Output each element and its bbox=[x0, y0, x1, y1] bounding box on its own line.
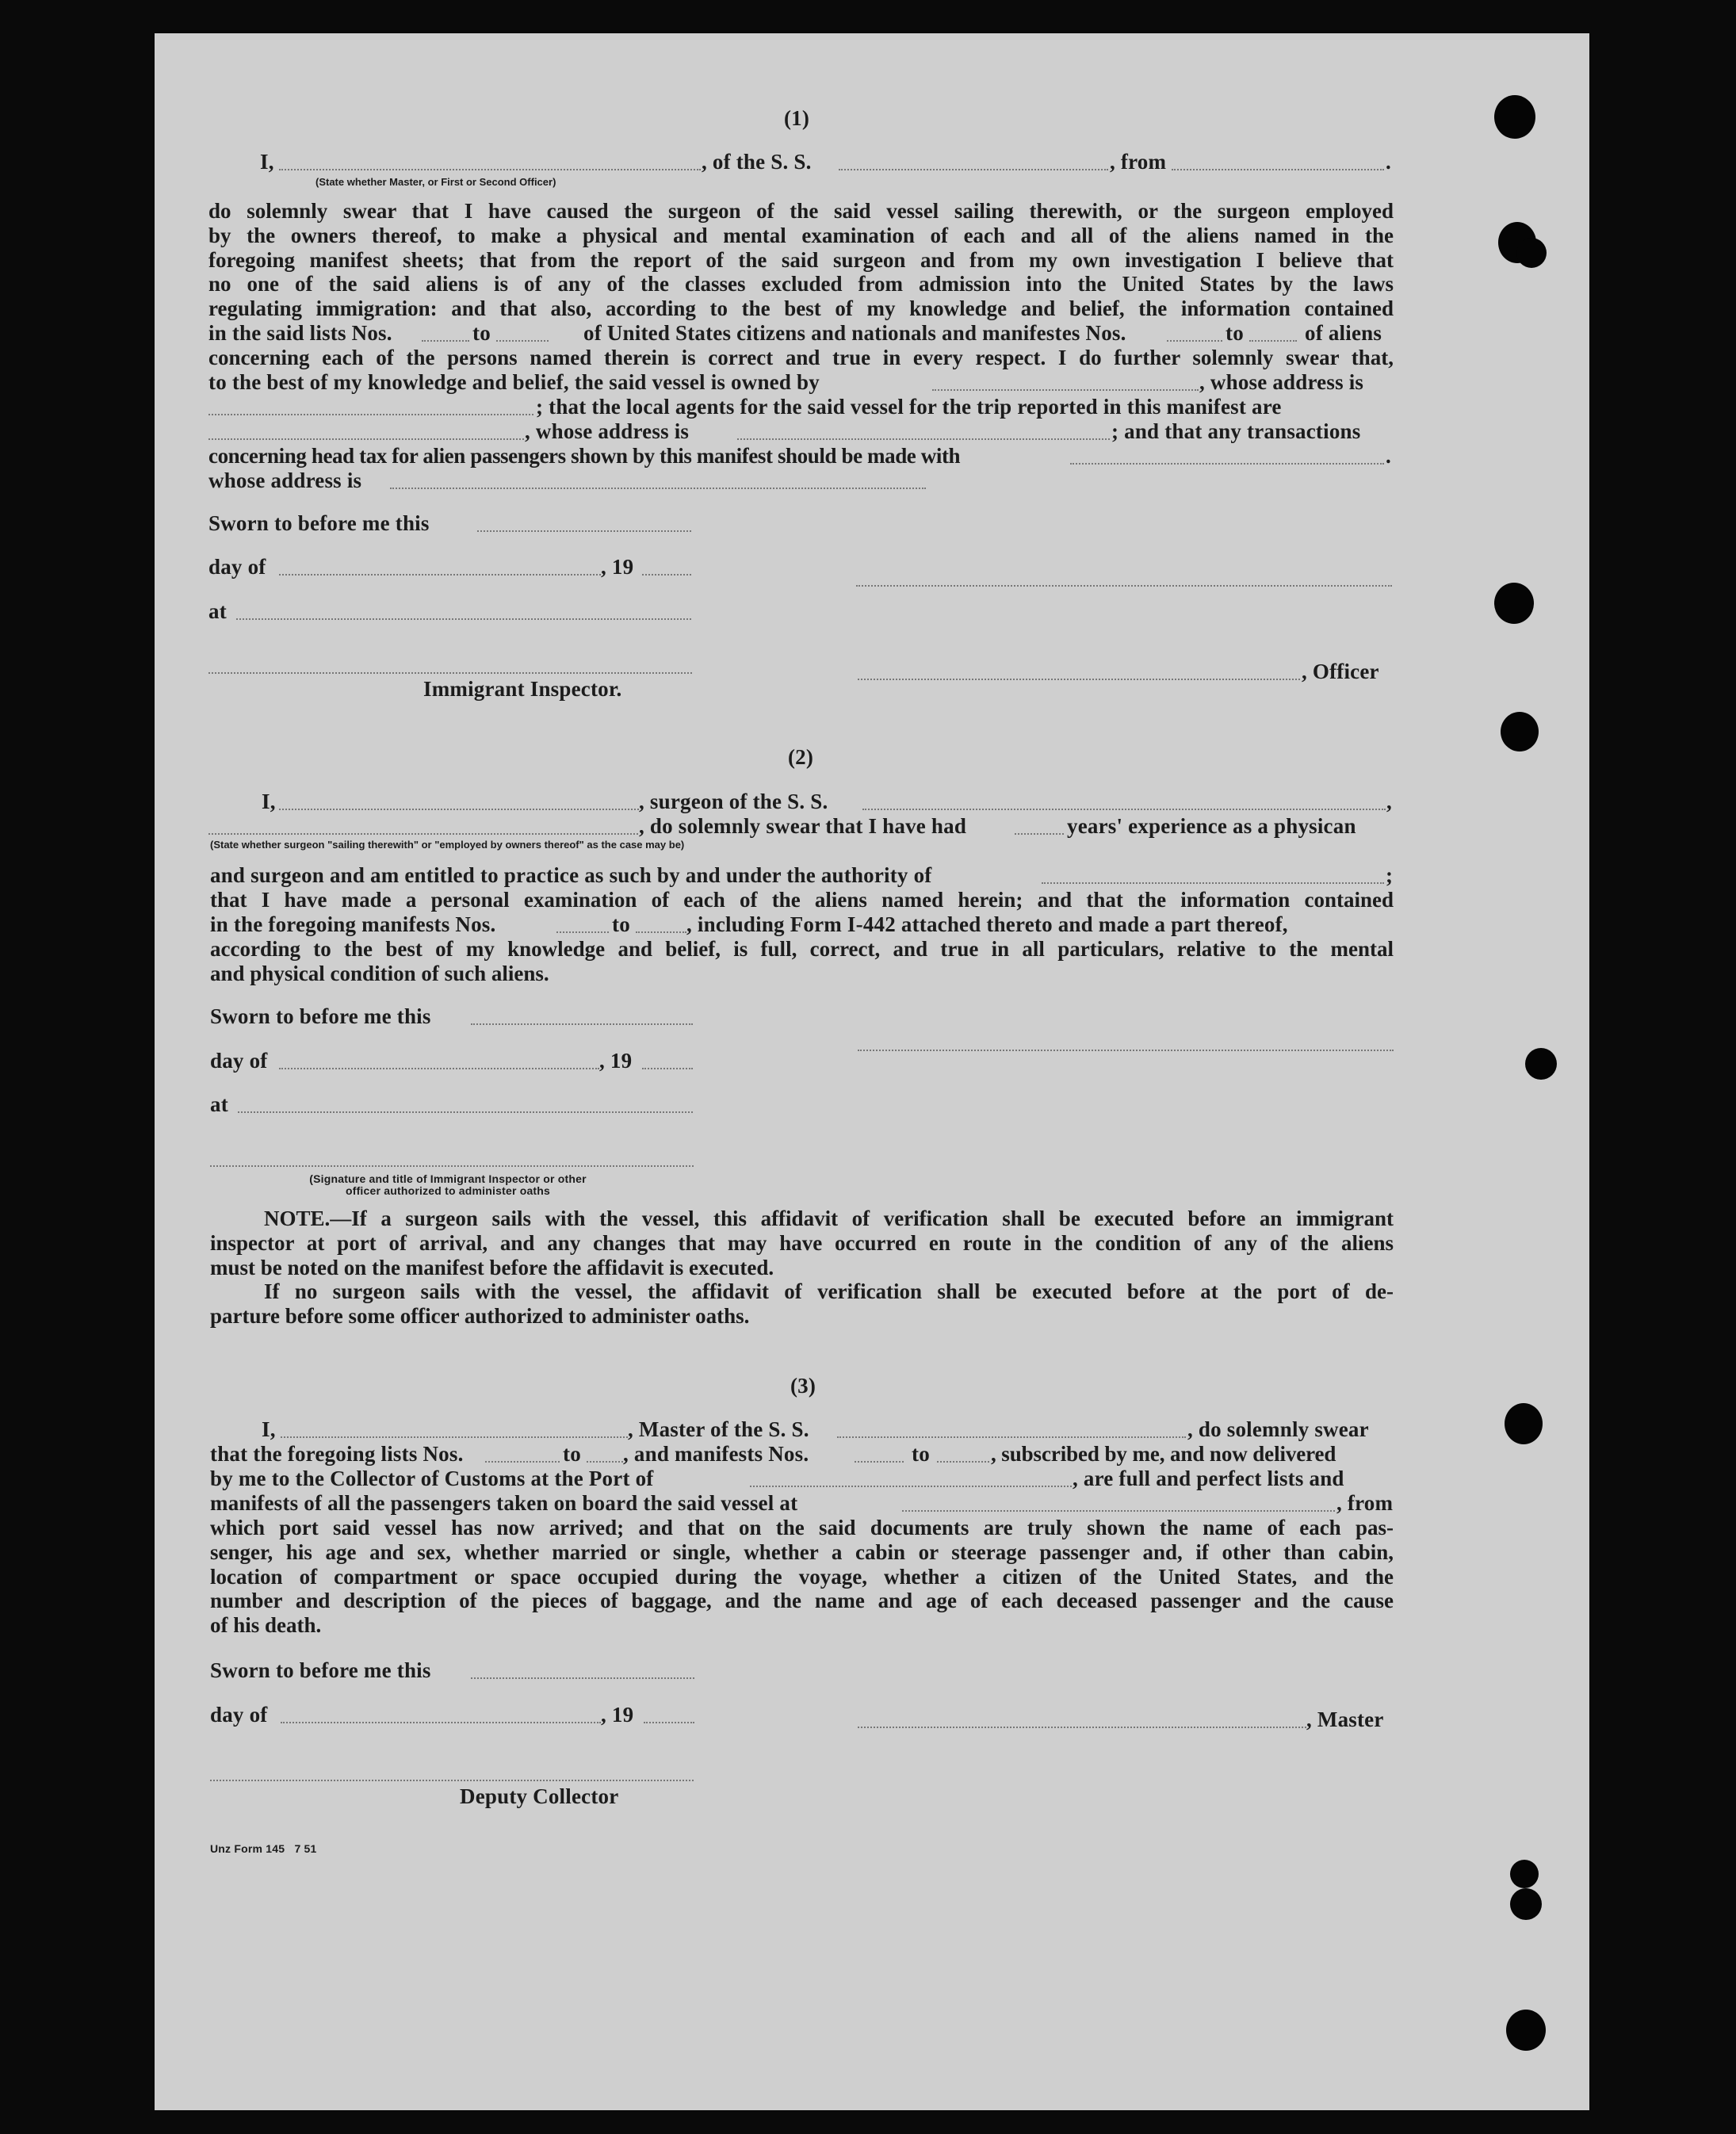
head-tax-address-field[interactable] bbox=[390, 488, 926, 489]
sworn-day-field[interactable] bbox=[477, 530, 691, 532]
authority-label: and surgeon and am entitled to practice as such by and under the authority of bbox=[210, 863, 932, 887]
master-of-label: , Master of the S. S. bbox=[628, 1417, 809, 1441]
sec3-i: I, bbox=[262, 1417, 276, 1441]
place-field[interactable] bbox=[236, 618, 691, 620]
officer-rank-note: (State whether Master, or First or Second Officer) bbox=[315, 176, 556, 188]
to-label: to bbox=[472, 321, 491, 345]
deputy-signature-line[interactable] bbox=[210, 1780, 694, 1781]
local-agents-label: ; that the local agents for the said vessel for the trip reported in this manifest are bbox=[536, 395, 1282, 419]
from-port-field[interactable] bbox=[1172, 169, 1384, 170]
surgeon-of-label: , surgeon of the S. S. bbox=[639, 790, 828, 813]
manifests-from-field[interactable] bbox=[556, 931, 609, 933]
year-label: , 19 bbox=[601, 555, 634, 579]
authority-field[interactable] bbox=[1042, 882, 1384, 884]
month-field[interactable] bbox=[279, 574, 601, 576]
sec1-vessel-label: , of the S. S. bbox=[702, 150, 812, 174]
lists-nos-label: that the foregoing lists Nos. bbox=[210, 1442, 464, 1466]
at-label: at bbox=[210, 1092, 228, 1116]
surgeon-type-note: (State whether surgeon "sailing therewith" or "employed by owners thereof" as the case may be) bbox=[210, 839, 685, 851]
note-line: must be noted on the manifest before the affidavit is executed. bbox=[210, 1255, 774, 1279]
oath-line: by the owners thereof, to make a physical and mental examination of each and all of the aliens named in the bbox=[208, 223, 1394, 247]
year-field[interactable] bbox=[642, 574, 691, 576]
oath-line: number and description of the pieces of baggage, and the name and age of each deceased passenger and the cause bbox=[210, 1589, 1394, 1613]
section-1-number: (1) bbox=[783, 106, 810, 130]
sworn-label: Sworn to before me this bbox=[210, 1658, 431, 1682]
year-field[interactable] bbox=[644, 1722, 694, 1723]
manifests-nos-label: of United States citizens and nationals and manifestes Nos. bbox=[583, 321, 1126, 345]
punch-hole bbox=[1510, 1860, 1539, 1888]
to-label: to bbox=[563, 1442, 581, 1466]
master-name-field[interactable] bbox=[281, 1436, 628, 1438]
sec1-i: I, bbox=[260, 150, 274, 174]
signature-line[interactable] bbox=[856, 585, 1392, 587]
punch-hole bbox=[1510, 1888, 1542, 1920]
sec1-from-label: , from bbox=[1110, 150, 1167, 174]
year-field[interactable] bbox=[642, 1068, 693, 1069]
year-label: , 19 bbox=[599, 1049, 633, 1073]
sworn-day-field[interactable] bbox=[471, 1677, 694, 1679]
manifests-to-field[interactable] bbox=[1249, 340, 1297, 342]
note-line: NOTE.—If a surgeon sails with the vessel, this affidavit of verification shall be executed before an immigrant bbox=[264, 1207, 1394, 1230]
at-label: at bbox=[208, 599, 227, 623]
owner-field[interactable] bbox=[932, 389, 1199, 391]
port-field[interactable] bbox=[750, 1486, 1072, 1487]
sec2-para-end bbox=[210, 937, 1394, 986]
taken-on-board-label: manifests of all the passengers taken on board the said vessel at bbox=[210, 1491, 798, 1515]
manifests-to-field[interactable] bbox=[636, 931, 686, 933]
month-field[interactable] bbox=[281, 1722, 601, 1723]
oath-line: which port said vessel has now arrived; and that on the said documents are truly shown the name of each pas- bbox=[210, 1516, 1394, 1539]
note-paragraph bbox=[210, 1207, 1394, 1329]
place-field[interactable] bbox=[238, 1111, 693, 1113]
to-label: to bbox=[1226, 321, 1244, 345]
day-of-label: day of bbox=[210, 1703, 268, 1727]
vessel-name-field[interactable] bbox=[862, 809, 1386, 810]
manifests-to-field[interactable] bbox=[937, 1461, 989, 1463]
punch-hole bbox=[1494, 583, 1534, 624]
whose-address-label: , whose address is bbox=[1199, 370, 1364, 394]
whose-address-label: whose address is bbox=[208, 468, 362, 492]
swear-label: , do solemnly swear that I have had bbox=[639, 814, 967, 838]
form-number: Unz Form 145 7 51 bbox=[210, 1842, 317, 1855]
vessel-name-field[interactable] bbox=[837, 1436, 1186, 1438]
punch-hole bbox=[1494, 95, 1535, 139]
agents-address-field[interactable] bbox=[737, 438, 1110, 440]
punch-hole bbox=[1516, 238, 1547, 268]
sec1-line8 bbox=[208, 346, 1394, 370]
years-field[interactable] bbox=[1015, 833, 1064, 835]
lists-to-field[interactable] bbox=[587, 1461, 623, 1463]
oath-line: of his death. bbox=[210, 1613, 322, 1638]
lists-to-field[interactable] bbox=[496, 340, 549, 342]
day-of-label: day of bbox=[210, 1049, 268, 1073]
oath-line: senger, his age and sex, whether married or single, whether a cabin or steerage passenger and, if other than cabin, bbox=[210, 1539, 1394, 1564]
deputy-collector-label: Deputy Collector bbox=[460, 1784, 619, 1808]
oath-line: no one of the said aliens is of any of the classes excluded from admission into the United States by the laws bbox=[208, 272, 1394, 296]
owner-address-field[interactable] bbox=[208, 414, 533, 415]
oath-line: do solemnly swear that I have caused the surgeon of the said vessel sailing therewith, or the surgeon employed bbox=[208, 199, 1394, 223]
manifests-nos-label: , and manifests Nos. bbox=[623, 1442, 809, 1466]
punch-hole bbox=[1501, 712, 1539, 751]
officer-label: , Officer bbox=[1302, 660, 1379, 683]
month-field[interactable] bbox=[279, 1068, 599, 1069]
whose-address-label: , whose address is bbox=[525, 419, 690, 443]
section-3-number: (3) bbox=[790, 1374, 816, 1398]
signature-note: officer authorized to administer oaths bbox=[345, 1184, 551, 1197]
manifests-from-field[interactable] bbox=[855, 1461, 904, 1463]
punch-hole bbox=[1525, 1048, 1557, 1080]
surgeon-name-field[interactable] bbox=[279, 809, 639, 810]
note-line: If no surgeon sails with the vessel, the affidavit of verification shall be executed before at the port of de- bbox=[264, 1279, 1394, 1304]
officer-signature-line[interactable] bbox=[858, 679, 1300, 680]
year-label: , 19 bbox=[601, 1703, 634, 1727]
agents-field[interactable] bbox=[208, 438, 524, 440]
note-line: inspector at port of arrival, and any changes that may have occurred en route in the condition of any of the aliens bbox=[210, 1230, 1394, 1255]
delivered-label: , subscribed by me, and now delivered bbox=[991, 1442, 1336, 1466]
sec1-oath-paragraph bbox=[208, 199, 1394, 321]
master-signature-line[interactable] bbox=[858, 1727, 1306, 1728]
sworn-day-field[interactable] bbox=[471, 1023, 693, 1025]
to-label: to bbox=[912, 1442, 930, 1466]
sec3-paragraph bbox=[210, 1516, 1394, 1638]
comma: , bbox=[1386, 790, 1392, 813]
oath-line: concerning each of the persons named therein is correct and true in every respect. I do further solemnly swear that, bbox=[208, 346, 1394, 369]
manifests-from-field[interactable] bbox=[1167, 340, 1222, 342]
from-label: , from bbox=[1336, 1491, 1394, 1515]
semicolon: ; bbox=[1386, 863, 1394, 887]
solemnly-swear-label: , do solemnly swear bbox=[1187, 1417, 1369, 1441]
officer-rank-field[interactable] bbox=[279, 169, 701, 170]
experience-label: years' experience as a physican bbox=[1067, 814, 1356, 838]
oath-line: location of compartment or space occupied during the voyage, whether a citizen of the United States, and the bbox=[210, 1564, 1394, 1589]
transactions-label: ; and that any transactions bbox=[1111, 419, 1361, 443]
sec2-i: I, bbox=[262, 790, 276, 813]
owned-by-label: to the best of my knowledge and belief, the said vessel is owned by bbox=[208, 370, 820, 394]
vessel-name-field[interactable] bbox=[839, 169, 1108, 170]
day-of-label: day of bbox=[208, 555, 266, 579]
lists-from-field[interactable] bbox=[422, 340, 469, 342]
inspector-signature-line[interactable] bbox=[210, 1165, 694, 1167]
lists-nos-label: in the said lists Nos. bbox=[208, 321, 392, 345]
punch-hole bbox=[1506, 2010, 1546, 2051]
section-2-number: (2) bbox=[787, 745, 814, 769]
oath-line: and physical condition of such aliens. bbox=[210, 961, 549, 985]
form-i442-label: , including Form I-442 attached thereto and made a part thereof, bbox=[686, 912, 1288, 936]
punch-hole bbox=[1505, 1403, 1543, 1444]
oath-line: according to the best of my knowledge and belief, is full, correct, and true in all particulars, relative to the mental bbox=[210, 937, 1394, 961]
sec1-period: . bbox=[1386, 150, 1391, 174]
manifests-nos-label: in the foregoing manifests Nos. bbox=[210, 912, 496, 936]
note-line: parture before some officer authorized to administer oaths. bbox=[210, 1304, 750, 1329]
signature-note: (Signature and title of Immigrant Inspector or other bbox=[309, 1172, 587, 1185]
oath-line: regulating immigration: and that also, according to the best of my knowledge and belief, the information contained bbox=[208, 296, 1394, 321]
of-aliens-label: of aliens bbox=[1305, 321, 1382, 345]
oath-line: foregoing manifest sheets; that from the report of the said surgeon and from my own investigation I believe that bbox=[208, 247, 1394, 272]
sworn-label: Sworn to before me this bbox=[210, 1004, 431, 1028]
head-tax-field[interactable] bbox=[1070, 463, 1384, 465]
sec2-line4 bbox=[210, 888, 1394, 912]
oath-line: that I have made a personal examination of each of the aliens named herein; and that the information contained bbox=[210, 888, 1394, 912]
sec1-period: . bbox=[1386, 444, 1391, 468]
surgeon-type-field[interactable] bbox=[208, 833, 638, 835]
inspector-signature-line[interactable] bbox=[208, 672, 692, 674]
embark-port-field[interactable] bbox=[902, 1510, 1335, 1512]
port-of-label: by me to the Collector of Customs at the Port of bbox=[210, 1467, 654, 1490]
perfect-lists-label: , are full and perfect lists and bbox=[1073, 1467, 1344, 1490]
lists-from-field[interactable] bbox=[485, 1461, 560, 1463]
surgeon-signature-line[interactable] bbox=[858, 1050, 1394, 1051]
master-label: , Master bbox=[1306, 1708, 1384, 1731]
sworn-label: Sworn to before me this bbox=[208, 511, 430, 535]
immigrant-inspector-label: Immigrant Inspector. bbox=[423, 677, 622, 701]
head-tax-label: concerning head tax for alien passengers shown by this manifest should be made with bbox=[208, 444, 961, 468]
to-label: to bbox=[612, 912, 630, 936]
